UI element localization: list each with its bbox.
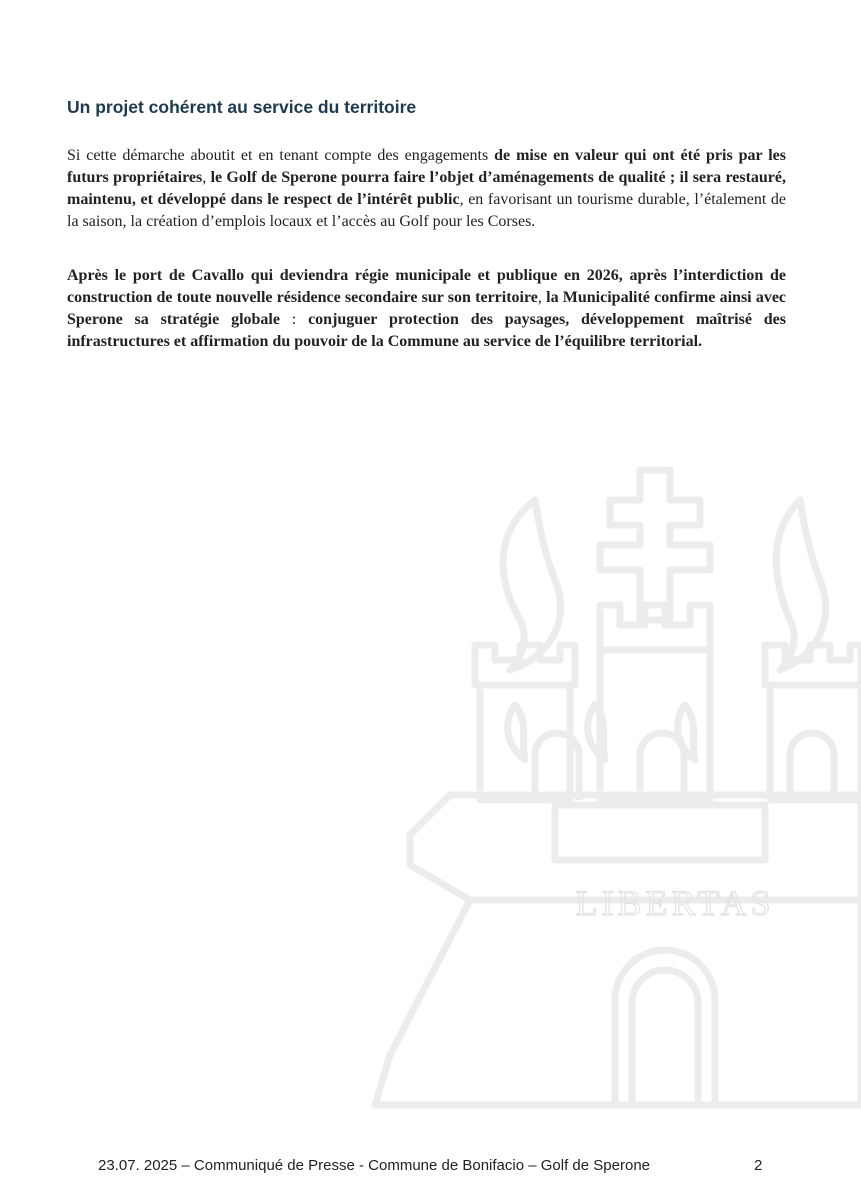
p1-text-2: , [202, 169, 211, 186]
p1-text-1: Si cette démarche aboutit et en tenant compte des engagements [67, 147, 495, 164]
p2-bold-1: Après le port de Cavallo qui deviendra régie municipale et publique en 2026, après l’interdiction de construction de toute nouvelle résidence secondaire sur son territoire [67, 267, 786, 306]
p2-text-1: , [537, 289, 547, 306]
p1-bold-1: de mise en valeur qui ont été pris par les futurs propriétaires [67, 147, 787, 186]
p2-bold-3: conjuguer protection des paysages, développement maîtrisé des infrastructures et affirmation du pouvoir de la Commune au service de l’équilibre territorial. [67, 311, 787, 350]
paragraph-strategy [67, 265, 786, 353]
p1-bold-2: le Golf de Sperone pourra faire l’objet d’aménagements de qualité ; il sera restauré, maintenu, et développé dans le respect de l’intérêt public [67, 169, 787, 208]
p2-bold-2: la Municipalité confirme ainsi avec Sperone sa stratégie globale [67, 289, 787, 328]
coat-of-arms-watermark [370, 455, 861, 1125]
page-footer [0, 1157, 861, 1181]
p2-text-2: : [279, 311, 309, 328]
section-title: Un projet cohérent au service du territoire [67, 97, 417, 117]
page-number: 2 [754, 1157, 763, 1174]
footer-text: 23.07. 2025 – Communiqué de Presse - Commune de Bonifacio – Golf de Sperone [98, 1157, 650, 1174]
watermark-motto: LIBERTAS [575, 883, 775, 923]
p1-text-3: , en favorisant un tourisme durable, l’étalement de la saison, la création d’emplois locaux et l’accès au Golf pour les Corses. [67, 191, 786, 230]
paragraph-project [67, 145, 786, 233]
